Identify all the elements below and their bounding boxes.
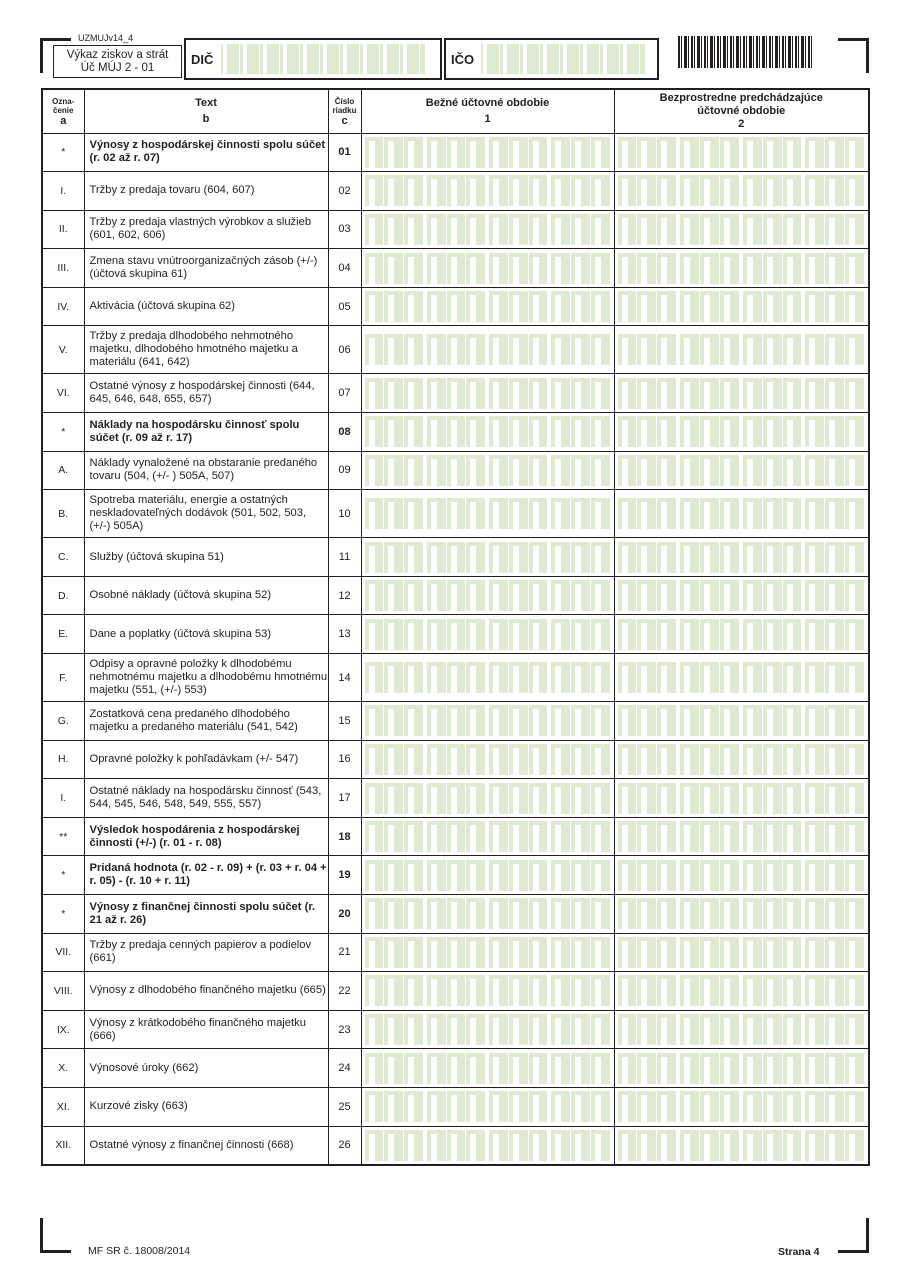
previous-period-input[interactable] [614,740,869,779]
current-period-input[interactable] [361,172,614,211]
current-period-input[interactable] [361,1049,614,1088]
table-row [42,895,869,934]
row-mark: C. [42,538,84,577]
table-row [42,1049,869,1088]
row-number: 12 [328,576,361,615]
row-text: Výnosové úroky (662) [84,1049,328,1088]
form-code: UZMUJv14_4 [78,33,134,43]
dic-label: DIČ [191,51,214,67]
registration-mark-top-right [838,38,869,73]
col-1-title: Bežné účtovné obdobie [425,96,550,109]
col-1-header [361,89,614,133]
row-number: 03 [328,210,361,249]
table-row [42,133,869,172]
current-period-input[interactable] [361,1087,614,1126]
previous-period-input[interactable] [614,1087,869,1126]
row-number: 02 [328,172,361,211]
table-row [42,374,869,413]
row-mark: H. [42,740,84,779]
row-mark: V. [42,326,84,374]
table-row [42,210,869,249]
row-text: Výnosy z krátkodobého finančného majetku (666) [84,1010,328,1049]
previous-period-input[interactable] [614,490,869,538]
row-number: 25 [328,1087,361,1126]
previous-period-input[interactable] [614,972,869,1011]
ico-label: IČO [451,51,475,67]
col-c-title: Číslo riadku [332,96,357,115]
row-text: Kurzové zisky (663) [84,1087,328,1126]
current-period-input[interactable] [361,538,614,577]
row-number: 01 [328,133,361,172]
table-row [42,490,869,538]
row-number: 20 [328,895,361,934]
registration-mark-bottom-left [40,1218,71,1253]
table-row [42,287,869,326]
current-period-input[interactable] [361,413,614,452]
row-number: 21 [328,933,361,972]
row-text: Ostatné výnosy z finančnej činnosti (668) [84,1126,328,1165]
table-row [42,576,869,615]
row-text: Osobné náklady (účtová skupina 52) [84,576,328,615]
current-period-input[interactable] [361,654,614,702]
previous-period-input[interactable] [614,374,869,413]
row-number: 22 [328,972,361,1011]
row-text: Výnosy z dlhodobého finančného majetku (665) [84,972,328,1011]
table-row [42,740,869,779]
row-number: 07 [328,374,361,413]
row-number: 10 [328,490,361,538]
row-mark: B. [42,490,84,538]
table-row [42,702,869,741]
profit-loss-table [41,88,870,1166]
row-mark: I. [42,779,84,818]
row-mark: III. [42,249,84,288]
previous-period-input[interactable] [614,287,869,326]
row-mark: E. [42,615,84,654]
current-period-input[interactable] [361,702,614,741]
previous-period-input[interactable] [614,654,869,702]
row-number: 19 [328,856,361,895]
current-period-input[interactable] [361,287,614,326]
row-text: Odpisy a opravné položky k dlhodobému nehmotnému majetku a dlhodobému hmotnému majetku (551, (+/-) 553) [84,654,328,702]
current-period-input[interactable] [361,451,614,490]
row-mark: * [42,895,84,934]
row-number: 16 [328,740,361,779]
row-mark: A. [42,451,84,490]
current-period-input[interactable] [361,1126,614,1165]
current-period-input[interactable] [361,133,614,172]
col-b-header [84,89,328,133]
table-row [42,1087,869,1126]
row-mark: X. [42,1049,84,1088]
current-period-input[interactable] [361,856,614,895]
row-text: Výnosy z hospodárskej činnosti spolu súčet (r. 02 až r. 07) [84,133,328,172]
table-row [42,413,869,452]
row-number: 11 [328,538,361,577]
form-title-line1: Výkaz ziskov a strát [66,49,169,61]
row-number: 14 [328,654,361,702]
table-row [42,249,869,288]
row-number: 04 [328,249,361,288]
previous-period-input[interactable] [614,615,869,654]
previous-period-input[interactable] [614,895,869,934]
previous-period-input[interactable] [614,1126,869,1165]
current-period-input[interactable] [361,933,614,972]
row-text: Ostatné náklady na hospodársku činnosť (543, 544, 545, 546, 548, 549, 555, 557) [84,779,328,818]
previous-period-input[interactable] [614,413,869,452]
row-mark: I. [42,172,84,211]
dic-field[interactable] [184,38,442,80]
row-mark: XI. [42,1087,84,1126]
table-header-row [42,89,869,133]
previous-period-input[interactable] [614,856,869,895]
previous-period-input[interactable] [614,249,869,288]
table-row [42,972,869,1011]
form-title-line2: Úč MÚJ 2 - 01 [80,62,155,74]
row-text: Zmena stavu vnútroorganizačných zásob (+/-) (účtová skupina 61) [84,249,328,288]
col-c-header [328,89,361,133]
row-text: Dane a poplatky (účtová skupina 53) [84,615,328,654]
row-text: Tržby z predaja cenných papierov a podielov (661) [84,933,328,972]
current-period-input[interactable] [361,210,614,249]
previous-period-input[interactable] [614,538,869,577]
table-row [42,1010,869,1049]
row-number: 05 [328,287,361,326]
current-period-input[interactable] [361,740,614,779]
row-mark: D. [42,576,84,615]
row-text: Tržby z predaja dlhodobého nehmotného majetku, dlhodobého hmotného majetku a materiálu (641, 642) [84,326,328,374]
row-number: 18 [328,817,361,856]
current-period-input[interactable] [361,249,614,288]
col-a-title: Ozna- čenie [52,96,75,115]
row-mark: * [42,413,84,452]
row-mark: IX. [42,1010,84,1049]
col-c-letter: c [341,114,348,127]
page-number: Strana 4 [778,1246,820,1258]
table-row [42,817,869,856]
previous-period-input[interactable] [614,702,869,741]
current-period-input[interactable] [361,972,614,1011]
row-text: Náklady na hospodársku činnosť spolu súčet (r. 09 až r. 17) [84,413,328,452]
previous-period-input[interactable] [614,1049,869,1088]
row-text: Opravné položky k pohľadávkam (+/- 547) [84,740,328,779]
row-number: 26 [328,1126,361,1165]
row-mark: G. [42,702,84,741]
row-text: Pridaná hodnota (r. 02 - r. 09) + (r. 03 + r. 04 + r. 05) - (r. 10 + r. 11) [84,856,328,895]
row-text: Tržby z predaja tovaru (604, 607) [84,172,328,211]
row-number: 24 [328,1049,361,1088]
row-mark: IV. [42,287,84,326]
row-text: Tržby z predaja vlastných výrobkov a služieb (601, 602, 606) [84,210,328,249]
table-row [42,654,869,702]
current-period-input[interactable] [361,326,614,374]
row-number: 23 [328,1010,361,1049]
row-number: 09 [328,451,361,490]
col-2-number: 2 [738,117,745,130]
row-mark: ** [42,817,84,856]
row-text: Výnosy z finančnej činnosti spolu súčet (r. 21 až r. 26) [84,895,328,934]
row-number: 06 [328,326,361,374]
table-row [42,1126,869,1165]
current-period-input[interactable] [361,779,614,818]
row-mark: XII. [42,1126,84,1165]
table-row [42,779,869,818]
footer-reference: MF SR č. 18008/2014 [88,1245,191,1257]
form-title [53,45,182,78]
row-text: Spotreba materiálu, energie a ostatných neskladovateľných dodávok (501, 502, 503, (+/-) 505A) [84,490,328,538]
current-period-input[interactable] [361,1010,614,1049]
current-period-input[interactable] [361,374,614,413]
table-row [42,326,869,374]
col-2-title: Bezprostredne predchádzajúce účtovné obdobie [659,91,823,117]
ico-input-cells[interactable] [481,44,645,74]
previous-period-input[interactable] [614,133,869,172]
row-number: 15 [328,702,361,741]
col-b-letter: b [202,112,210,125]
table-row [42,538,869,577]
current-period-input[interactable] [361,895,614,934]
row-mark: II. [42,210,84,249]
current-period-input[interactable] [361,817,614,856]
previous-period-input[interactable] [614,451,869,490]
current-period-input[interactable] [361,490,614,538]
dic-input-cells[interactable] [221,44,425,74]
previous-period-input[interactable] [614,326,869,374]
table-row [42,451,869,490]
table-row [42,933,869,972]
ico-field[interactable] [444,38,659,80]
row-text: Služby (účtová skupina 51) [84,538,328,577]
row-mark: * [42,856,84,895]
table-row [42,856,869,895]
row-mark: VII. [42,933,84,972]
row-text: Zostatková cena predaného dlhodobého majetku a predaného materiálu (541, 542) [84,702,328,741]
row-text: Výsledok hospodárenia z hospodárskej činnosti (+/-) (r. 01 - r. 08) [84,817,328,856]
current-period-input[interactable] [361,576,614,615]
row-mark: VIII. [42,972,84,1011]
current-period-input[interactable] [361,615,614,654]
row-text: Náklady vynaložené na obstaranie predaného tovaru (504, (+/- ) 505A, 507) [84,451,328,490]
previous-period-input[interactable] [614,576,869,615]
col-a-letter: a [60,114,67,127]
col-2-header [614,89,869,133]
previous-period-input[interactable] [614,817,869,856]
row-mark: VI. [42,374,84,413]
row-text: Ostatné výnosy z hospodárskej činnosti (644, 645, 646, 648, 655, 657) [84,374,328,413]
row-mark: F. [42,654,84,702]
row-text: Aktivácia (účtová skupina 62) [84,287,328,326]
previous-period-input[interactable] [614,779,869,818]
previous-period-input[interactable] [614,210,869,249]
barcode [678,36,812,68]
col-1-number: 1 [484,112,491,125]
registration-mark-bottom-right [838,1218,869,1253]
previous-period-input[interactable] [614,1010,869,1049]
row-mark: * [42,133,84,172]
row-number: 17 [328,779,361,818]
previous-period-input[interactable] [614,933,869,972]
table-row [42,615,869,654]
row-number: 08 [328,413,361,452]
col-b-title: Text [195,96,217,109]
row-number: 13 [328,615,361,654]
previous-period-input[interactable] [614,172,869,211]
col-a-header [42,89,84,133]
table-row [42,172,869,211]
